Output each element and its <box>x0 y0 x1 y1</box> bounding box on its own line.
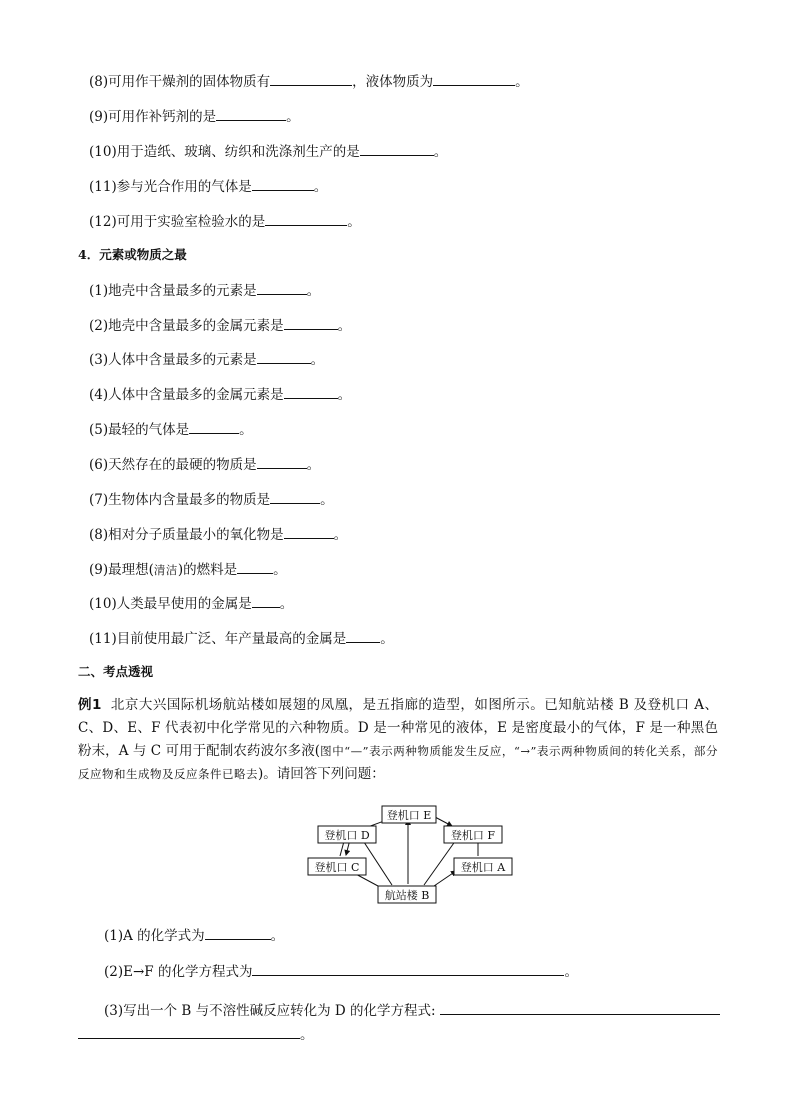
answer-blank[interactable] <box>346 629 380 643</box>
question-item: (2)地壳中含量最多的金属元素是 。 <box>89 318 352 334</box>
question-item: (3)写出一个 B 与不溶性碱反应转化为 D 的化学方程式: <box>104 1001 720 1020</box>
answer-blank[interactable] <box>440 1001 720 1015</box>
example-paragraph: 例1 北京大兴国际机场航站楼如展翅的凤凰，是五指廊的造型，如图所示。已知航站楼 B 及登机口 A、C、D、E、F 代表初中化学常见的六种物质。D 是一种常见的液体，E 是密度最小的气体，F 是一种黑色粉末，A 与 C 可用于配制农药波尔多液(图中“—”表示两种物质能发生反应，“→”表示两种物质间的转化关系，部分反应物和生成物及反应条件已略去)。请回答下列问题： <box>78 697 718 782</box>
node-e <box>382 806 436 823</box>
question-item-continued: 。 <box>78 1025 314 1044</box>
question-item: (2)E→F 的化学方程式为 。 <box>104 964 578 980</box>
answer-blank[interactable] <box>189 420 239 434</box>
node-c <box>308 858 366 875</box>
answer-blank[interactable] <box>252 962 564 976</box>
answer-blank[interactable] <box>252 177 314 191</box>
answer-blank[interactable] <box>216 107 286 121</box>
question-item: (10)人类最早使用的金属是 。 <box>89 596 294 612</box>
answer-blank[interactable] <box>284 385 338 399</box>
section-heading: 4．元素或物质之最 <box>78 247 187 262</box>
svg-text:登机口 E: 登机口 E <box>386 809 432 822</box>
question-item: (8)可用作干燥剂的固体物质有 ，液体物质为 。 <box>89 74 529 90</box>
answer-blank[interactable] <box>265 212 347 226</box>
answer-blank[interactable] <box>270 72 352 86</box>
answer-blank[interactable] <box>78 1025 300 1039</box>
question-item: (8)相对分子质量最小的氧化物是 。 <box>89 527 348 543</box>
question-item: (9)可用作补钙剂的是 。 <box>89 109 300 125</box>
question-item: (5)最轻的气体是 。 <box>89 422 253 438</box>
answer-blank[interactable] <box>284 316 338 330</box>
question-item: (12)可用于实验室检验水的是 。 <box>89 214 361 230</box>
question-item: (1)地壳中含量最多的元素是 。 <box>89 283 321 299</box>
svg-text:登机口 F: 登机口 F <box>450 829 496 842</box>
answer-blank[interactable] <box>270 490 320 504</box>
node-f <box>444 826 502 843</box>
airport-diagram <box>300 796 520 911</box>
question-item: (4)人体中含量最多的金属元素是 。 <box>89 387 352 403</box>
question-item: (1)A 的化学式为 。 <box>104 928 285 944</box>
question-item: (9)最理想(清洁)的燃料是 。 <box>89 562 287 578</box>
question-item: (3)人体中含量最多的元素是 。 <box>89 352 325 368</box>
svg-text:登机口 C: 登机口 C <box>314 861 360 874</box>
question-item: (7)生物体内含量最多的物质是 。 <box>89 492 334 508</box>
answer-blank[interactable] <box>360 142 434 156</box>
question-item: (10)用于造纸、玻璃、纺织和洗涤剂生产的是 。 <box>89 144 448 160</box>
answer-blank[interactable] <box>257 350 311 364</box>
question-item: (6)天然存在的最硬的物质是 。 <box>89 457 321 473</box>
node-a <box>454 858 512 875</box>
answer-blank[interactable] <box>237 560 273 574</box>
svg-text:航站楼 B: 航站楼 B <box>384 889 430 902</box>
link-b-f <box>424 840 456 885</box>
answer-blank[interactable] <box>257 455 307 469</box>
section-heading: 二、考点透视 <box>78 664 154 679</box>
node-b <box>378 886 436 903</box>
arrow-b-a <box>434 871 456 886</box>
arrow-e-f <box>435 817 452 826</box>
answer-blank[interactable] <box>433 72 515 86</box>
question-item: (11)参与光合作用的气体是 。 <box>89 179 328 195</box>
svg-text:登机口 D: 登机口 D <box>324 829 370 842</box>
node-d <box>318 826 376 843</box>
svg-text:登机口 A: 登机口 A <box>460 861 506 874</box>
answer-blank[interactable] <box>284 525 334 539</box>
answer-blank[interactable] <box>205 926 271 940</box>
answer-blank[interactable] <box>252 594 280 608</box>
answer-blank[interactable] <box>257 281 307 295</box>
question-item: (11)目前使用最广泛、年产量最高的金属是 。 <box>89 631 394 647</box>
